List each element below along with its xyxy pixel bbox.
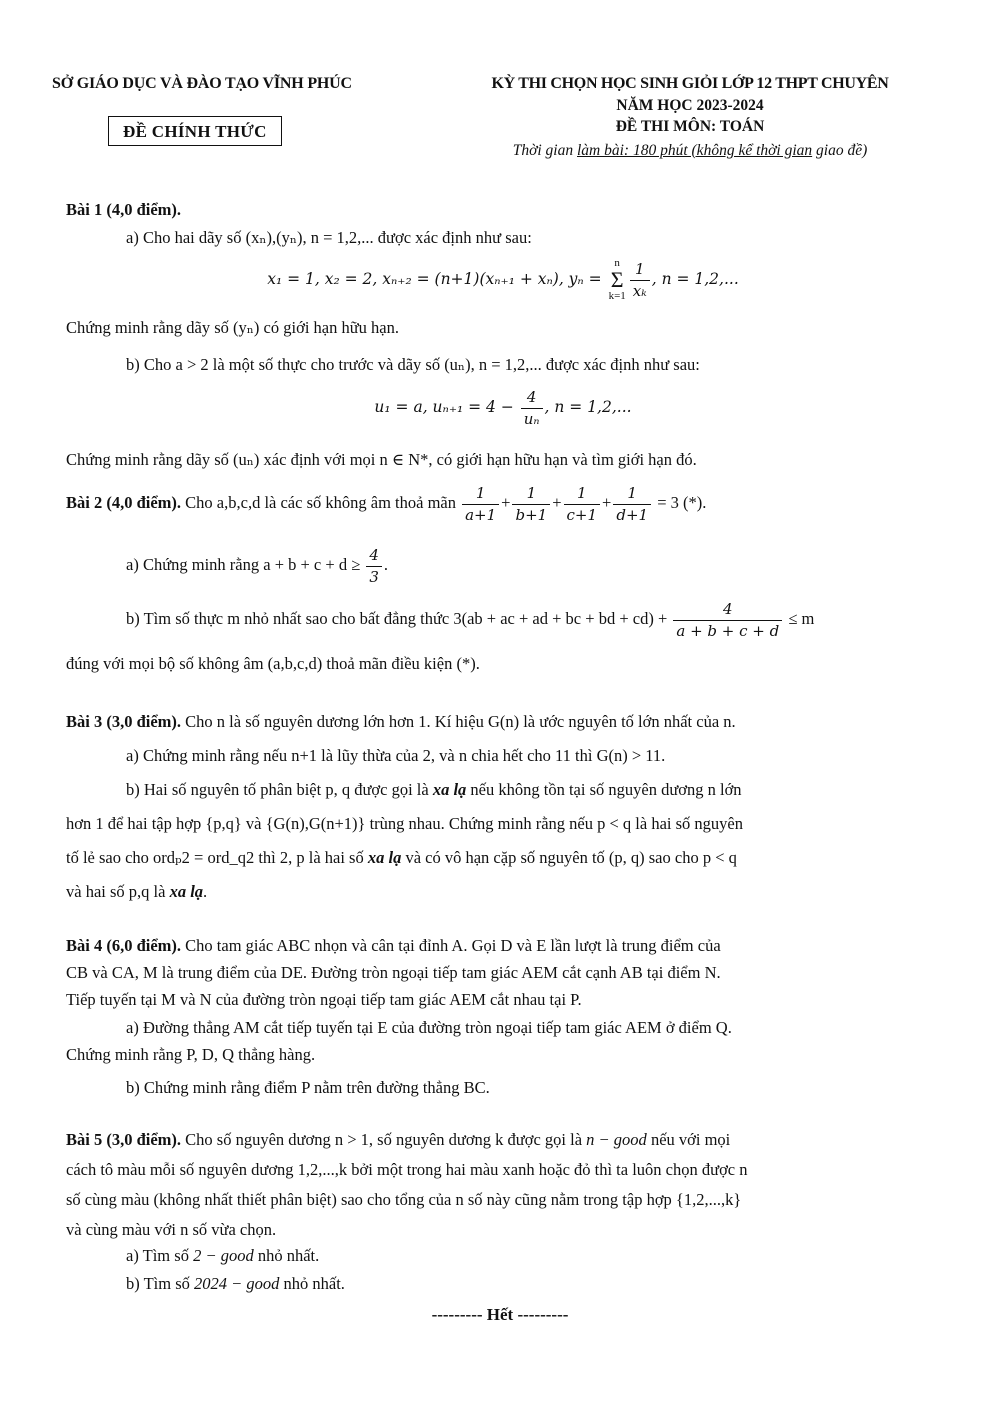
bai3-a: a) Chứng minh rằng nếu n+1 là lũy thừa của 2, và n chia hết cho 11 thì G(n) > 11. [126, 746, 666, 765]
header-left [52, 74, 412, 146]
bai5-line2: cách tô màu mỗi số nguyên dương 1,2,...,k bởi một trong hai màu xanh hoặc đỏ thì ta luôn chọn được n [66, 1160, 748, 1179]
bai3-b-line4: và hai số p,q là xa lạ. [66, 882, 208, 901]
bai1-a-prove: Chứng minh rằng dãy số (yₙ) có giới hạn hữu hạn. [66, 318, 399, 337]
department-name: SỞ GIÁO DỤC VÀ ĐÀO TẠO VĨNH PHÚC [52, 75, 352, 92]
bai4-b: b) Chứng minh rằng điểm P nằm trên đường thẳng BC. [126, 1078, 490, 1097]
bai3-b-line1: b) Hai số nguyên tố phân biệt p, q được gọi là xa lạ nếu không tồn tại số nguyên dương n lớn [126, 780, 742, 799]
bai2-a: a) Chứng minh rằng a + b + c + d ≥ $\frac{4}{3}$ . [126, 546, 389, 586]
bai5-b: b) Tìm số 2024 − good nhỏ nhất. [126, 1274, 345, 1293]
bai4-line3: Tiếp tuyến tại M và N của đường tròn ngoại tiếp tam giác AEM cắt nhau tại P. [66, 990, 582, 1009]
bai1-a-formula: x₁ = 1, x₂ = 2, xₙ₊₂ = (n+1)(xₙ₊₁ + xₙ), yₙ = n Σ k=1 $\frac{1}{\text{xₖ}}$ , n = 1,2,... [267, 257, 739, 302]
subject: ĐỀ THI MÔN: TOÁN [615, 118, 765, 136]
bai4-a-line2: Chứng minh rằng P, D, Q thẳng hàng. [66, 1045, 316, 1064]
bai4-line2: CB và CA, M là trung điểm của DE. Đường tròn ngoại tiếp tam giác AEM cắt cạnh AB tại điểm N. [66, 963, 721, 982]
bai3-b-line3: tố lẻ sao cho ordₚ2 = ord_q2 thì 2, p là hai số xa lạ và có vô hạn cặp số nguyên tố (p, q) sao cho p < q [66, 848, 737, 867]
official-label-box: ĐỀ CHÍNH THỨC [108, 116, 282, 146]
bai3-intro: Bài 3 (3,0 điểm). Cho n là số nguyên dương lớn hơn 1. Kí hiệu G(n) là ước nguyên tố lớn nhất của n. [66, 712, 736, 731]
bai2-b: b) Tìm số thực m nhỏ nhất sao cho bất đẳng thức 3(ab + ac + ad + bc + bd + cd) + $\frac{4}{a + b + c + d}$ ≤ m [126, 600, 815, 640]
bai1-b-formula: u₁ = a, uₙ₊₁ = 4 − $\frac{4}{\text{uₙ}}$ , n = 1,2,... [374, 388, 632, 428]
bai5-a: a) Tìm số 2 − good nhỏ nhất. [126, 1246, 320, 1265]
exam-title: KỲ THI CHỌN HỌC SINH GIỎI LỚP 12 THPT CHUYÊN [491, 75, 889, 92]
bai4-line1: Bài 4 (6,0 điểm). Cho tam giác ABC nhọn và cân tại đỉnh A. Gọi D và E lần lượt là trung điểm của [66, 936, 721, 955]
bai1-title: Bài 1 (4,0 điểm). [66, 200, 182, 219]
bai4-a-line1: a) Đường thẳng AM cắt tiếp tuyến tại E của đường tròn ngoại tiếp tam giác AEM ở điểm Q. [126, 1018, 732, 1037]
bai1-b-intro: b) Cho a > 2 là một số thực cho trước và dãy số (uₙ), n = 1,2,... được xác định như sau: [126, 355, 700, 374]
bai5-line1: Bài 5 (3,0 điểm). Cho số nguyên dương n > 1, số nguyên dương k được gọi là n − good nếu với mọi [66, 1130, 731, 1149]
header-right [440, 74, 940, 160]
bai2-condition: Bài 2 (4,0 điểm). Cho a,b,c,d là các số không âm thoả mãn $\frac{1}{a+1}$ + $\frac{1}{b+1}$ + $\frac{1}{c+1}$ + $\frac{1}{d+1}$ = 3 (*). [66, 484, 707, 524]
school-year: NĂM HỌC 2023-2024 [616, 97, 764, 114]
bai2-b-line2: đúng với mọi bộ số không âm (a,b,c,d) thoả mãn điều kiện (*). [66, 654, 480, 673]
time-allowed: Thời gian làm bài: 180 phút (không kể thời gian giao đề) [512, 141, 868, 159]
sum-symbol: n Σ k=1 [608, 257, 626, 302]
bai1-a-intro: a) Cho hai dãy số (xₙ),(yₙ), n = 1,2,... được xác định như sau: [126, 228, 532, 247]
bai5-line4: và cùng màu với n số vừa chọn. [66, 1220, 277, 1239]
bai5-line3: số cùng màu (không nhất thiết phân biệt) sao cho tổng của n số này cũng nằm trong tập hợp {1,2,...,k} [66, 1190, 742, 1209]
bai1-b-prove: Chứng minh rằng dãy số (uₙ) xác định với mọi n ∈ N*, có giới hạn hữu hạn và tìm giới hạn đó. [66, 450, 697, 469]
end-marker: --------- Hết --------- [431, 1305, 569, 1324]
bai3-b-line2: hơn 1 để hai tập hợp {p,q} và {G(n),G(n+1)} trùng nhau. Chứng minh rằng nếu p < q là hai số nguyên [66, 814, 743, 833]
